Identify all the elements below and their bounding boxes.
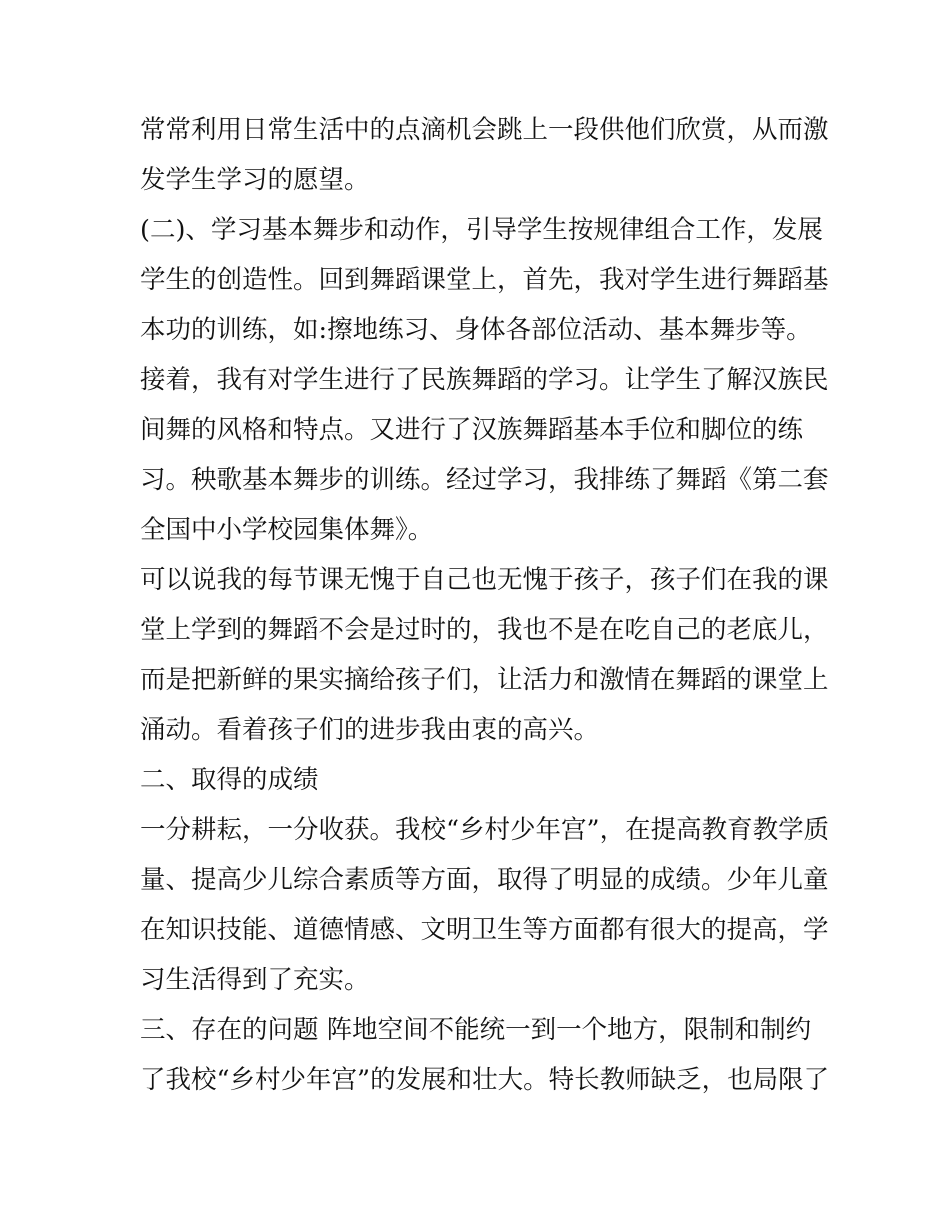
text-line: 而是把新鲜的果实摘给孩子们，让活力和激情在舞蹈的课堂上 bbox=[140, 665, 829, 695]
text-line: 堂上学到的舞蹈不会是过时的，我也不是在吃自己的老底儿， bbox=[140, 615, 829, 645]
text-line: 间舞的风格和特点。又进行了汉族舞蹈基本手位和脚位的练 bbox=[140, 415, 804, 445]
text-line: 全国中小学校园集体舞》。 bbox=[140, 515, 434, 545]
text-line: 习生活得到了充实。 bbox=[140, 965, 370, 995]
text-line: 可以说我的每节课无愧于自己也无愧于孩子，孩子们在我的课 bbox=[140, 565, 829, 595]
text-line: 习。秧歌基本舞步的训练。经过学习，我排练了舞蹈《第二套 bbox=[140, 465, 829, 495]
text-line: 发学生学习的愿望。 bbox=[140, 165, 370, 195]
text-line: 在知识技能、道德情感、文明卫生等方面都有很大的提高，学 bbox=[140, 915, 829, 945]
text-line: 了我校“乡村少年宫”的发展和壮大。特长教师缺乏，也局限了 bbox=[140, 1065, 830, 1095]
text-line: 涌动。看着孩子们的进步我由衷的高兴。 bbox=[140, 715, 600, 745]
text-line: 常常利用日常生活中的点滴机会跳上一段供他们欣赏，从而激 bbox=[140, 115, 829, 145]
text-line: 本功的训练，如:擦地练习、身体各部位活动、基本舞步等。 bbox=[140, 315, 812, 345]
text-line: 量、提高少儿综合素质等方面，取得了明显的成绩。少年儿童 bbox=[140, 865, 829, 895]
text-line: 学生的创造性。回到舞蹈课堂上，首先，我对学生进行舞蹈基 bbox=[140, 265, 829, 295]
text-line: 接着，我有对学生进行了民族舞蹈的学习。让学生了解汉族民 bbox=[140, 365, 829, 395]
text-line: 一分耕耘，一分收获。我校“乡村少年宫”，在提高教育教学质 bbox=[140, 815, 830, 845]
section-heading: 三、存在的问题 阵地空间不能统一到一个地方，限制和制约 bbox=[140, 1015, 812, 1045]
text-line: (二)、学习基本舞步和动作，引导学生按规律组合工作，发展 bbox=[140, 215, 823, 245]
section-heading: 二、取得的成绩 bbox=[140, 765, 319, 795]
